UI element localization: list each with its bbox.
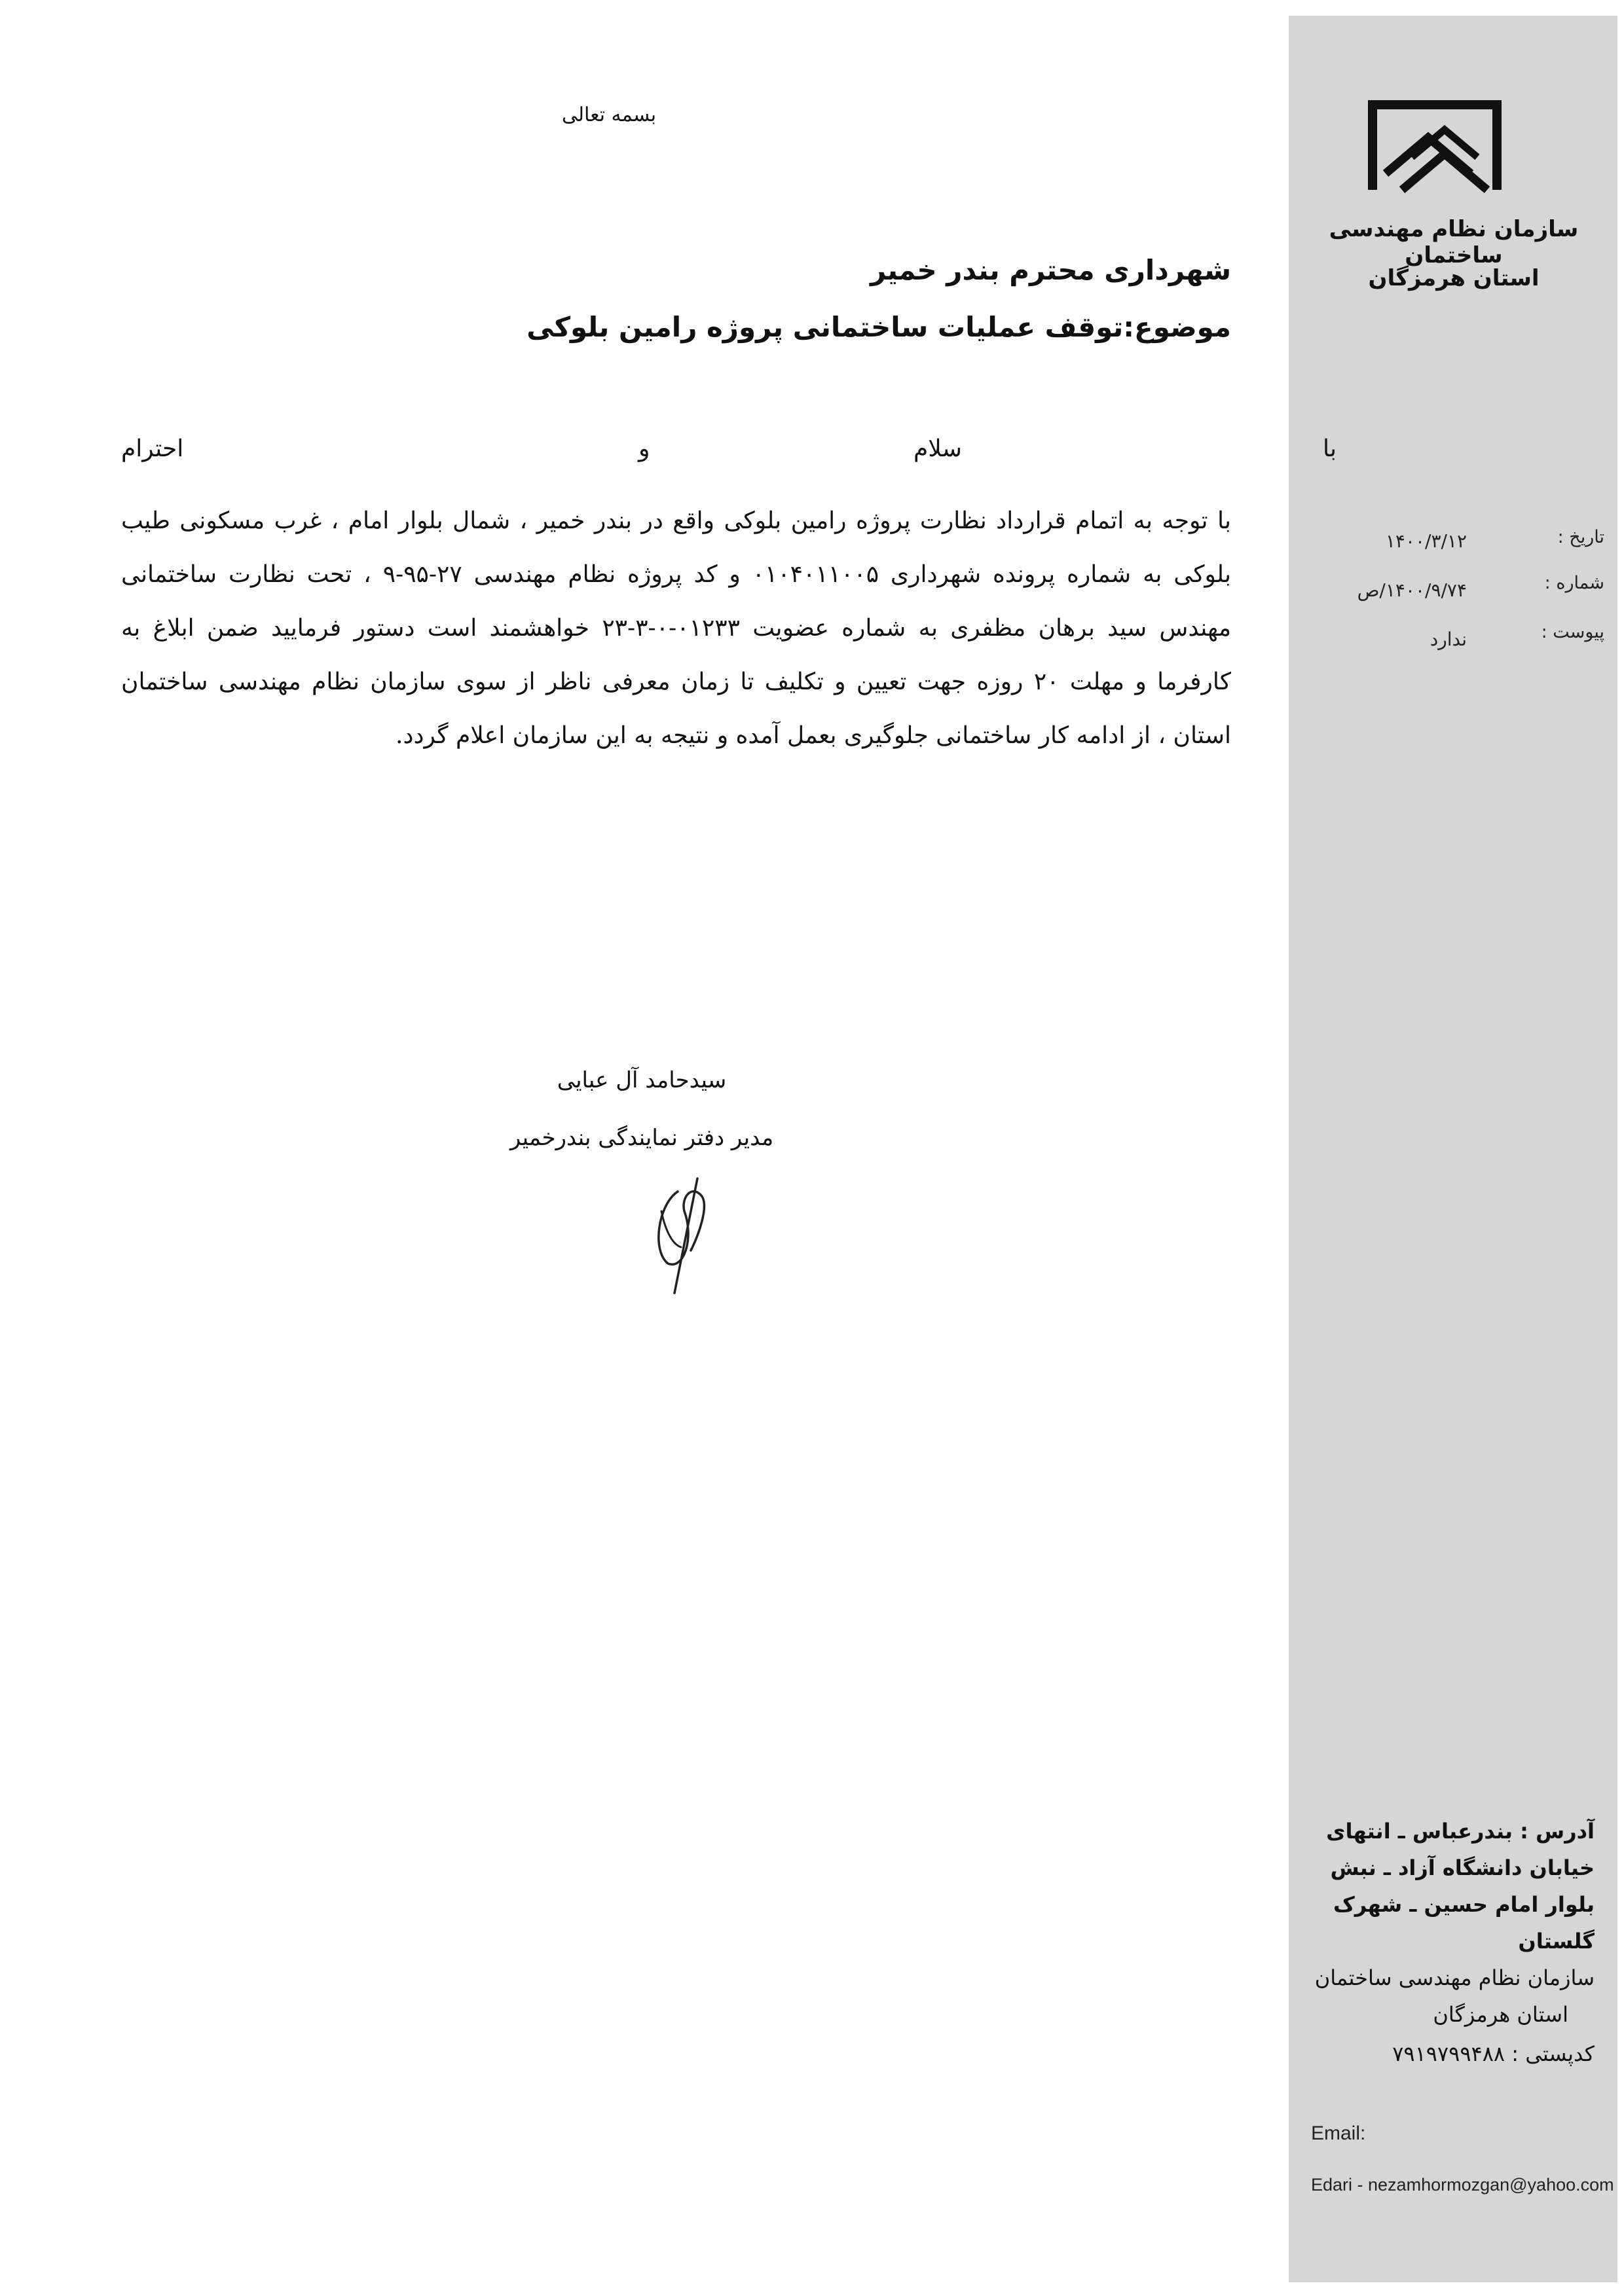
greeting-line [121,435,1337,475]
postal-code: کدپستی : ۷۹۱۹۷۹۹۴۸۸ [1392,2041,1595,2066]
org-province: استان هرمزگان [1368,265,1540,291]
date-label: تاریخ : [1557,527,1604,547]
date-value: ۱۴۰۰/۳/۱۲ [1385,530,1467,552]
address-line-4: گلستان [1518,1929,1595,1954]
address-line-1: آدرس : بندرعباس ـ انتهای [1326,1819,1595,1844]
address-line-2: خیابان دانشگاه آزاد ـ نبش [1330,1855,1595,1880]
greeting-word-2: سلام [913,435,962,462]
organization-logo-icon [1366,98,1504,196]
bismillah-heading: بسمه تعالی [561,103,657,126]
greeting-word-3: و [638,435,650,462]
attachment-value: ندارد [1430,629,1467,650]
email-address[interactable]: Edari - nezamhormozgan@yahoo.com [1311,2175,1614,2195]
email-label: Email: [1311,2123,1366,2144]
signer-name: سیدحامد آل عبایی [557,1067,727,1093]
address-org-line-2: استان هرمزگان [1433,2002,1568,2027]
letter-body: با توجه به اتمام قرارداد نظارت پروژه رامین بلوکی واقع در بندر خمیر ، شمال بلوار امام ، غرب مسکونی طیب بلوکی به شماره پرونده شهرداری ۰۱۰۴۰۱۱۰۰۵ و کد پروژه نظام مهندسی ۲۷-۹۵-۹ ، تحت نظارت ساختمانی مهندس سید برهان مظفری به شماره عضویت ۰۱۲۳۳-۰-۳-۲۳ خواهشمند است دستور فرمایید ضمن ابلاغ به کارفرما و مهلت ۲۰ روزه جهت تعیین و تکلیف تا زمان معرفی ناظر از سوی سازمان نظام مهندسی ساختمان استان ، از ادامه کار ساختمانی جلوگیری بعمل آمده و نتیجه به این سازمان اعلام گردد. [121,507,1231,749]
handwritten-signature [632,1165,730,1296]
org-name: سازمان نظام مهندسی ساختمان [1329,216,1579,268]
greeting-word-4: احترام [121,435,184,462]
letter-subject: موضوع:توقف عملیات ساختمانی پروژه رامین بلوکی [526,311,1231,343]
addressee: شهرداری محترم بندر خمیر [870,254,1231,286]
address-org-line-1: سازمان نظام مهندسی ساختمان [1314,1965,1595,1990]
signer-title: مدیر دفتر نمایندگی بندرخمیر [509,1125,774,1151]
address-line-3: بلوار امام حسین ـ شهرک [1333,1892,1595,1917]
number-label: شماره : [1544,573,1604,593]
attachment-label: پیوست : [1541,622,1604,642]
number-value: ۱۴۰۰/۹/۷۴/ص [1357,579,1467,601]
greeting-word-1: با [1323,435,1337,462]
